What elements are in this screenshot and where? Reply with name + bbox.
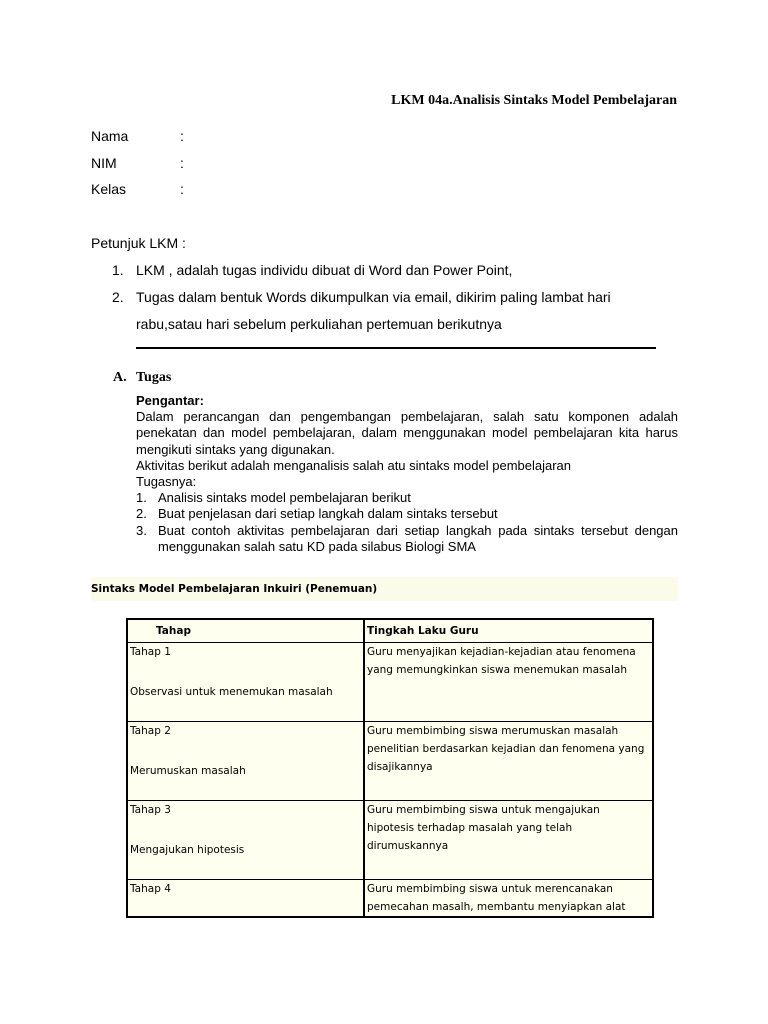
table-row bbox=[127, 880, 653, 918]
tahap-cell bbox=[127, 722, 364, 801]
identity-label-nama: Nama bbox=[91, 128, 129, 144]
guru-cell: Guru membimbing siswa merumuskan masalah penelitian berdasarkan kejadian dan fenomena yang disajikannya bbox=[364, 722, 653, 801]
task-text: Analisis sintaks model pembelajaran berikut bbox=[158, 490, 411, 506]
table-header-row bbox=[127, 619, 653, 643]
petunjuk-label: Petunjuk LKM : bbox=[91, 235, 186, 251]
list-item bbox=[136, 523, 678, 555]
tasks-label: Tugasnya: bbox=[136, 474, 197, 490]
guru-cell: Guru membimbing siswa untuk mengajukan hipotesis terhadap masalah yang telah dirumuskannya bbox=[364, 801, 653, 880]
tahap-cell bbox=[127, 643, 364, 722]
instruction-text-continued: rabu,satau hari sebelum perkuliahan pertemuan berikutnya bbox=[136, 316, 502, 332]
section-number: A. bbox=[113, 370, 127, 385]
tahap-label: Merumuskan masalah bbox=[130, 765, 246, 777]
column-header-guru: Tingkah Laku Guru bbox=[364, 619, 653, 643]
sintaks-table bbox=[126, 618, 654, 918]
intro-activity: Aktivitas berikut adalah menganalisis salah atu sintaks model pembelajaran bbox=[136, 457, 572, 473]
section-title: Tugas bbox=[136, 370, 172, 385]
tahap-number: Tahap 1 bbox=[130, 646, 171, 658]
task-list bbox=[136, 490, 678, 555]
task-number: 1. bbox=[136, 490, 147, 506]
identity-colon: : bbox=[180, 181, 184, 197]
section-heading bbox=[113, 370, 171, 386]
tahap-label: Observasi untuk menemukan masalah bbox=[130, 686, 333, 698]
instruction-text: LKM , adalah tugas individu dibuat di Word dan Power Point, bbox=[136, 262, 513, 278]
instruction-text: Tugas dalam bentuk Words dikumpulkan via email, dikirim paling lambat hari bbox=[136, 289, 611, 305]
task-number: 2. bbox=[136, 506, 147, 522]
document-title: LKM 04a.Analisis Sintaks Model Pembelajaran bbox=[391, 93, 677, 108]
identity-colon: : bbox=[180, 128, 184, 144]
intro-paragraph: Dalam perancangan dan pengembangan pembelajaran, salah satu komponen adalah penekatan dan model pembelajaran, dalam menggunakan model pembelajaran kita harus mengikuti sintaks yang digunakan. bbox=[136, 409, 678, 457]
list-item bbox=[136, 490, 678, 506]
guru-cell: Guru membimbing siswa untuk merencanakan pemecahan masalh, membantu menyiapkan alat bbox=[364, 880, 653, 918]
table-row bbox=[127, 643, 653, 722]
tahap-cell bbox=[127, 880, 364, 918]
list-item bbox=[136, 506, 678, 522]
intro-heading: Pengantar: bbox=[136, 393, 204, 408]
guru-cell: Guru menyajikan kejadian-kejadian atau fenomena yang memungkinkan siswa menemukan masalah bbox=[364, 643, 653, 722]
task-text: Buat penjelasan dari setiap langkah dalam sintaks tersebut bbox=[158, 506, 498, 522]
instruction-number: 2. bbox=[112, 289, 124, 305]
identity-label-kelas: Kelas bbox=[91, 181, 127, 197]
horizontal-rule bbox=[136, 347, 656, 349]
intro-block bbox=[136, 393, 678, 555]
instruction-number: 1. bbox=[112, 262, 124, 278]
tahap-label: Mengajukan hipotesis bbox=[130, 844, 245, 856]
table-caption: Sintaks Model Pembelajaran Inkuiri (Penemuan) bbox=[91, 583, 378, 595]
task-number: 3. bbox=[136, 522, 147, 538]
identity-label-nim: NIM bbox=[91, 155, 117, 171]
tahap-number: Tahap 4 bbox=[130, 883, 171, 895]
column-header-tahap: Tahap bbox=[127, 619, 364, 643]
tahap-cell bbox=[127, 801, 364, 880]
tahap-number: Tahap 3 bbox=[130, 804, 171, 816]
identity-colon: : bbox=[180, 155, 184, 171]
task-text: Buat contoh aktivitas pembelajaran dari setiap langkah pada sintaks tersebut dengan menggunakan salah satu KD pada silabus Biologi SMA bbox=[158, 522, 678, 554]
table-row bbox=[127, 722, 653, 801]
tahap-number: Tahap 2 bbox=[130, 725, 171, 737]
table-row bbox=[127, 801, 653, 880]
